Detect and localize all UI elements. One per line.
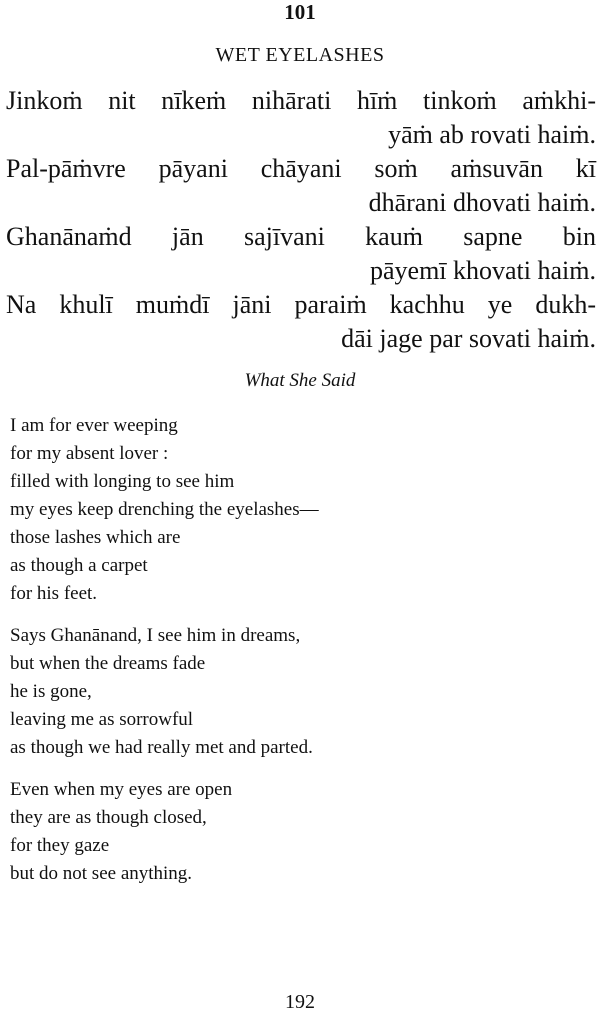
stanza-line: those lashes which are — [10, 527, 181, 548]
translit-line-7: Na khulī muṁdī jāni paraiṁ kachhu ye dukh- — [6, 290, 596, 319]
stanza-line: my eyes keep drenching the eyelashes— — [10, 499, 319, 520]
translit-line-2: yāṁ ab rovati haiṁ. — [388, 120, 596, 149]
stanza-line: they are as though closed, — [10, 807, 207, 828]
stanza-line: Says Ghanānand, I see him in dreams, — [10, 625, 301, 646]
stanza-line: Even when my eyes are open — [10, 779, 233, 800]
stanza-3 — [10, 776, 590, 888]
translation-subtitle: What She Said — [244, 370, 356, 391]
stanza-line: as though we had really met and parted. — [10, 737, 313, 758]
english-translation — [10, 412, 590, 902]
stanza-line: filled with longing to see him — [10, 471, 235, 492]
translit-line-3: Pal-pāṁvre pāyani chāyani soṁ aṁsuvān kī — [6, 154, 596, 183]
bottom-page-number: 192 — [285, 991, 315, 1013]
translit-line-1: Jinkoṁ nit nīkeṁ nihārati hīṁ tinkoṁ aṁkhi- — [6, 86, 596, 115]
stanza-line: for they gaze — [10, 835, 110, 856]
translit-line-5: Ghanānaṁd jān sajīvani kauṁ sapne bin — [6, 222, 596, 251]
stanza-line: but when the dreams fade — [10, 653, 206, 674]
stanza-line: as though a carpet — [10, 555, 148, 576]
translit-line-4: dhārani dhovati haiṁ. — [368, 188, 596, 217]
stanza-line: for his feet. — [10, 583, 98, 604]
stanza-line: but do not see anything. — [10, 863, 193, 884]
stanza-line: for my absent lover : — [10, 443, 169, 464]
stanza-line: I am for ever weeping — [10, 415, 178, 436]
stanza-line: he is gone, — [10, 681, 92, 702]
stanza-line: leaving me as sorrowful — [10, 709, 194, 730]
top-page-number: 101 — [284, 0, 316, 24]
transliterated-verse — [6, 84, 596, 356]
poem-title: WET EYELASHES — [215, 44, 385, 66]
stanza-2 — [10, 622, 590, 762]
translit-line-8: dāi jage par sovati haiṁ. — [341, 324, 596, 353]
stanza-1 — [10, 412, 590, 608]
translit-line-6: pāyemī khovati haiṁ. — [369, 256, 596, 285]
